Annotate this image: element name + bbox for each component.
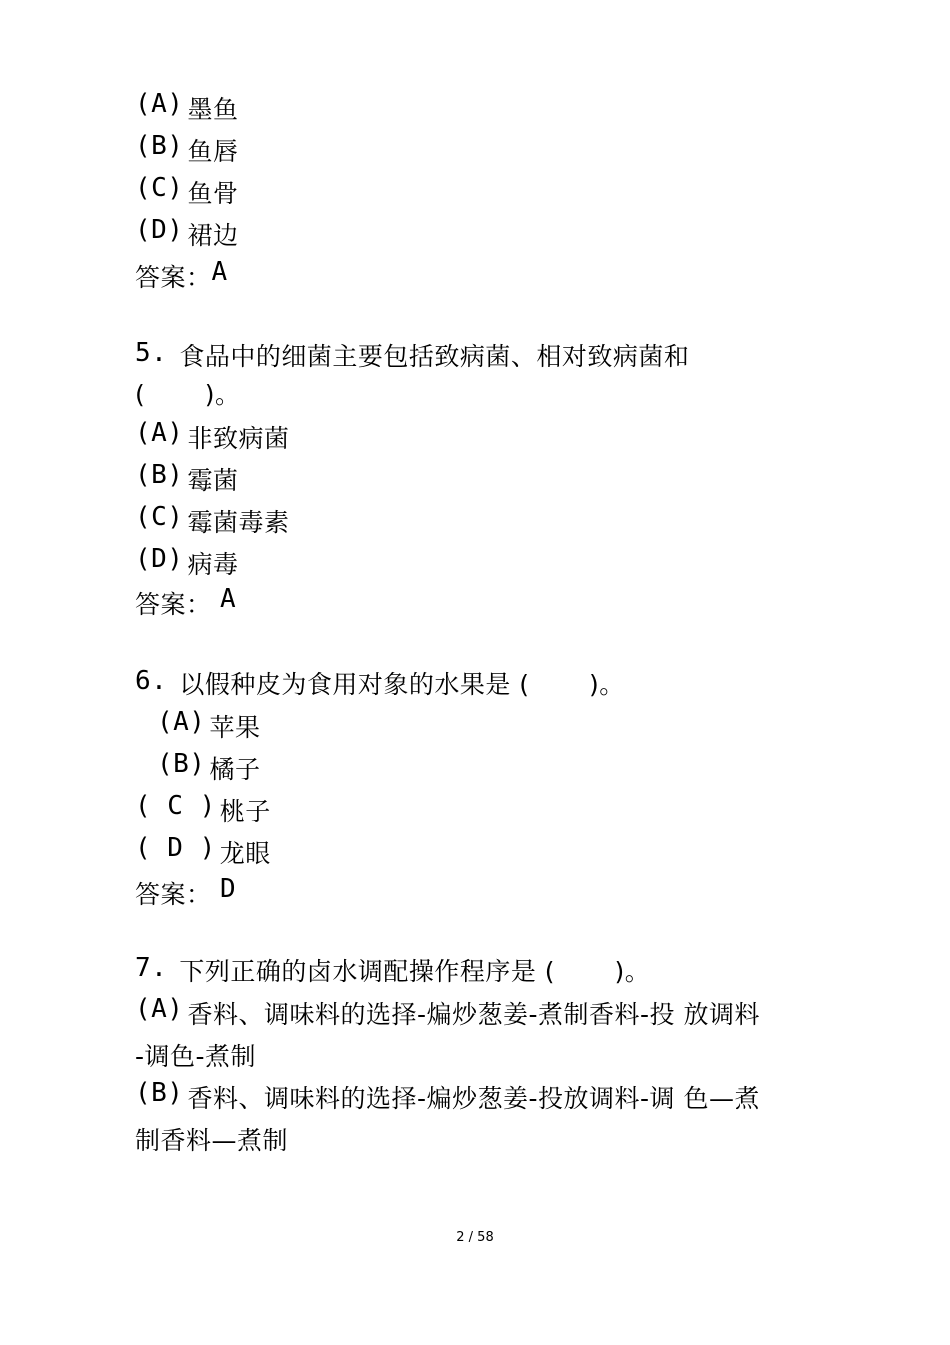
- question-text: 下列正确的卤水调配操作程序是 ( )。: [179, 957, 651, 986]
- q7-question: [135, 953, 651, 987]
- option-text: 桃子: [219, 797, 271, 826]
- option-mark: (B): [157, 749, 206, 779]
- option-mark: (B): [135, 131, 184, 161]
- q5-option-d: [135, 544, 239, 580]
- answer-value: A: [211, 257, 228, 287]
- q6-option-a: [157, 707, 261, 743]
- option-mark: ( D ): [135, 833, 216, 863]
- q6-question: [135, 666, 625, 700]
- option-mark: (A): [135, 994, 184, 1024]
- option-text: 香料、调味料的选择-煸炒葱姜-煮制香料-投 放调料: [187, 1000, 760, 1029]
- q7-option-a: [135, 994, 760, 1030]
- option-text: 霉菌毒素: [187, 508, 290, 537]
- option-mark: (B): [135, 1078, 184, 1108]
- q5-answer: [135, 584, 237, 620]
- question-text: ( )。: [135, 380, 241, 409]
- q7-option-b: [135, 1078, 760, 1114]
- option-mark: (A): [135, 418, 184, 448]
- option-text: 鱼骨: [187, 179, 239, 208]
- q5-option-a: [135, 418, 290, 454]
- question-number: 7.: [135, 953, 168, 983]
- option-text: 霉菌: [187, 466, 239, 495]
- answer-label: 答案：: [135, 880, 212, 909]
- option-mark: (D): [135, 544, 184, 574]
- option-mark: (A): [135, 89, 184, 119]
- option-mark: (C): [135, 502, 184, 532]
- option-text: -调色-煮制: [135, 1042, 257, 1071]
- q5-question-cont: [135, 380, 240, 410]
- answer-value: A: [219, 584, 237, 614]
- option-text: 非致病菌: [187, 424, 290, 453]
- option-text: 龙眼: [219, 839, 271, 868]
- q4-option-c: [135, 173, 239, 209]
- option-text: 墨鱼: [187, 95, 239, 124]
- option-mark: ( C ): [135, 791, 216, 821]
- q6-option-c: [135, 791, 271, 827]
- option-text: 制香料—煮制: [135, 1126, 289, 1155]
- q6-option-d: [135, 833, 271, 869]
- option-text: 香料、调味料的选择-煸炒葱姜-投放调料-调 色—煮: [187, 1084, 760, 1113]
- q6-option-b: [157, 749, 261, 785]
- question-text: 以假种皮为食用对象的水果是 ( )。: [179, 670, 625, 699]
- option-text: 病毒: [187, 550, 239, 579]
- option-mark: (A): [157, 707, 206, 737]
- answer-label: 答案：: [135, 263, 212, 292]
- q6-answer: [135, 874, 237, 910]
- option-text: 裙边: [187, 221, 239, 250]
- answer-value: D: [219, 874, 237, 904]
- question-text: 食品中的细菌主要包括致病菌、相对致病菌和: [179, 342, 690, 371]
- option-text: 橘子: [209, 755, 261, 784]
- q5-option-c: [135, 502, 290, 538]
- q7-option-a-cont: [135, 1042, 256, 1072]
- question-number: 6.: [135, 666, 168, 696]
- q4-option-a: [135, 89, 239, 125]
- option-text: 鱼唇: [187, 137, 239, 166]
- answer-label: 答案：: [135, 590, 212, 619]
- q5-option-b: [135, 460, 239, 496]
- q4-option-d: [135, 215, 239, 251]
- page-number: 2 / 58: [456, 1230, 494, 1245]
- q5-question: [135, 338, 690, 372]
- option-mark: (D): [135, 215, 184, 245]
- q4-option-b: [135, 131, 239, 167]
- q4-answer: [135, 257, 228, 293]
- q7-option-b-cont: [135, 1126, 288, 1156]
- option-text: 苹果: [209, 713, 261, 742]
- option-mark: (C): [135, 173, 184, 203]
- question-number: 5.: [135, 338, 168, 368]
- option-mark: (B): [135, 460, 184, 490]
